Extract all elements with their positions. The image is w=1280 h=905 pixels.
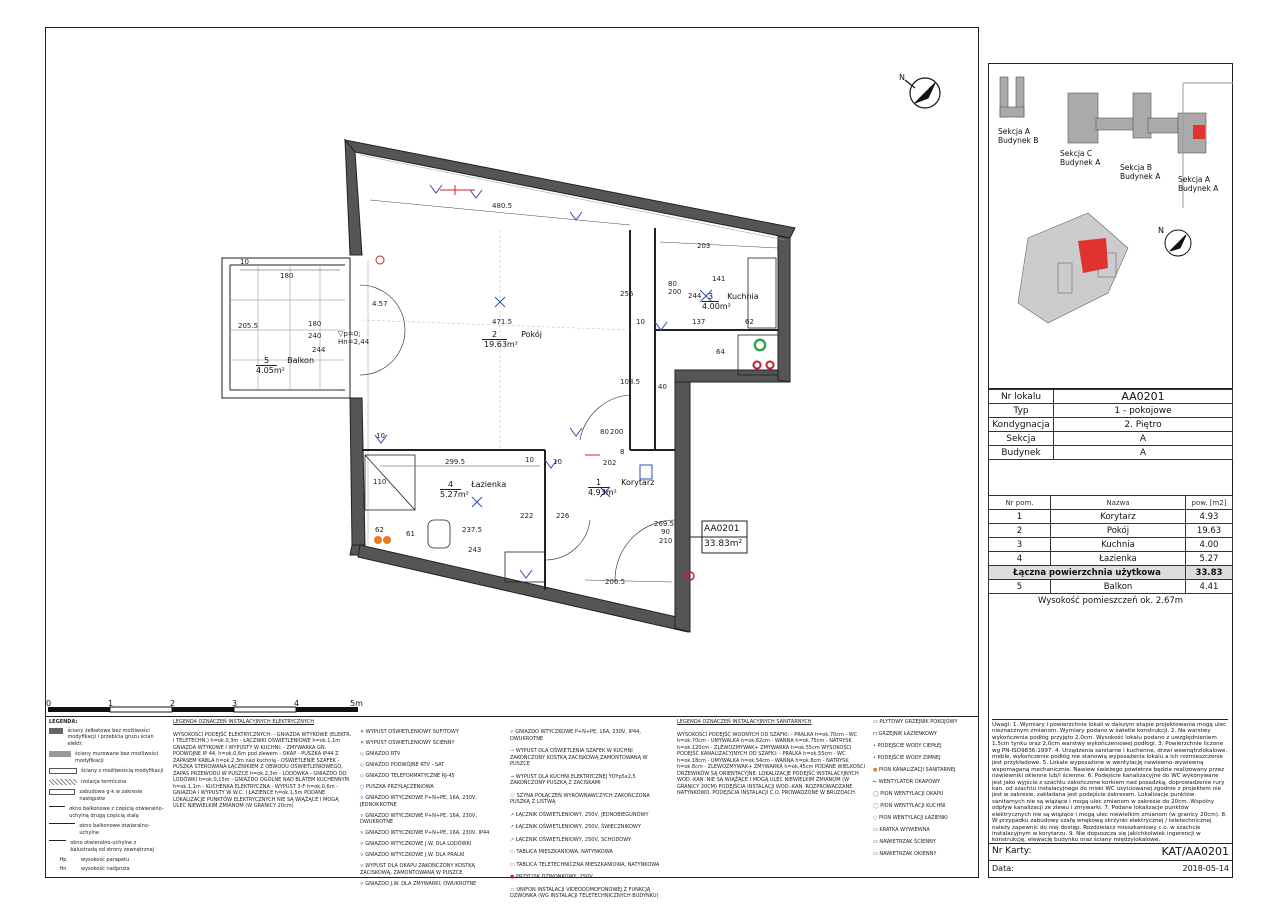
svg-text:N: N — [899, 73, 905, 82]
balcony-row: 5 Balkon 4.41 — [989, 580, 1233, 594]
room-label-balkon: 5 Balkon 4.05m² — [256, 356, 315, 375]
dim-label: 62 — [375, 526, 384, 534]
dim-label: 202 — [603, 459, 617, 467]
dim-label: 480.5 — [492, 202, 513, 210]
thumb-label: Sekcja C Budynek A — [1060, 149, 1101, 167]
dim-label: 137 — [692, 318, 706, 326]
info-row: Budynek A — [989, 446, 1233, 460]
sanitary-legend: LEGENDA OZNACZEŃ INSTALACYJNYCH SANITARNYCH WYSOKOŚCI PODEJŚĆ WODNYCH OD SZAFKI: - PRALKA h=ok.70cm - WC h=ok.70cm - UMYWALKA h=ok.62cm - WANNA h=ok.75cm - NATRYSK h=ok.120cm - ZLEWOZMYWAK+ ZMYWARKA h=ok.55cm WYSOKOŚCI PODEJŚĆ KANALIZACYJNYCH OD SZAFKI: - PRALKA h=ok.55cm - WC h=ok.18cm - UMYWALKA h=ok.54cm - WANNA h=ok.8cm - NATRYSK h=ok.8cm - ZLEWOZMYWAK+ ZMYWARKA h=ok.45cm PODANE WIELKOŚCI DRZEWIKÓW SĄ ORIENTACYJNE. LOKALIZACJE PODEJŚĆ INSTALACYJNYCH WOD.-KAN. NIE SĄ WIĄŻĄCE I MOGĄ ULEC NIEWIELKIM ZMIANOM (W GRANICY 20CM) PODEJŚCIA INSTALACJI WOD.-KAN. ROZPROWADZANE NATYNKOWO. PODEJŚCIA INSTALACJI C.O. PROWADZONE W BRUZDACH. — [677, 719, 865, 796]
info-row: Typ 1 - pokojowe — [989, 404, 1233, 418]
dim-label: 237.5 — [462, 526, 483, 534]
site-map — [988, 63, 1233, 388]
dim-label: 471.5 — [492, 318, 513, 326]
dim-label: 10 — [525, 456, 534, 464]
card-label: Nr Karty: — [992, 846, 1032, 856]
scale-label: 4 — [294, 699, 300, 708]
info-row: Kondygnacja 2. Piętro — [989, 418, 1233, 432]
room-row: 4 Łazienka 5.27 — [989, 552, 1233, 566]
electrical-symbols-a: ✕ WYPUST OŚWIETLENIOWY SUFITOWY ✕ WYPUST OŚWIETLENIOWY ŚCIENNY ◇ GNIAZDO RTV ◇ GNIAZDO PODWÓJNE RTV - SAT ◇ GNIAZDO TELEFORMATYCZNE RJ-45 ○ PUSZKA PRZYŁĄCZENIOWA ⋎ GNIAZDO WTYCZKOWE P+N+PE, 16A, 230V, JEDNOKROTNE ⋎ GNIAZDO WTYCZKOWE P+N+PE, 16A, 230V, DWUKROTNE ⋎ GNIAZDO WTYCZKOWE P+N+PE, 16A, 230V, IP44 ⋎ GNIAZDO WTYCZKOWE J.W. DLA LODÓWKI ⋎ GNIAZDO WTYCZKOWE J.W. DLA PRALKI ⋎ WYPUST DLA OKAPU ZAKOŃCZONY KOSTKĄ ZACISKOWĄ, ZAMONTOWANĄ W PUSZCE ⋎ GNIAZDO J.W. DLA ZMYWARKI, DWUKROTNE — [360, 729, 490, 887]
dim-label: 62 — [745, 318, 754, 326]
dim-label: 10 — [376, 432, 385, 440]
scale-label: 3 — [232, 699, 238, 708]
site-thumbnail — [988, 63, 1233, 389]
dim-label: 8 — [620, 448, 625, 456]
info-row: Sekcja A — [989, 432, 1233, 446]
thumb-label: Sekcja A Budynek A — [1178, 175, 1219, 193]
dim-label: 243 — [468, 546, 482, 554]
dim-label: 240 — [308, 332, 322, 340]
dim-label: 40 — [658, 383, 667, 391]
rooms-header: Nr pom. Nazwa pow. [m2] — [989, 496, 1233, 510]
compass-icon — [905, 78, 940, 108]
dim-label: 180 — [280, 272, 294, 280]
dim-label: 10 — [240, 258, 249, 266]
dim-label: 80 — [668, 280, 677, 288]
dim-label: 10 — [553, 458, 562, 466]
electrical-symbols-b: ⋎ GNIAZDO WTYCZKOWE P+N+PE, 16A, 230V, IP44, DWUKROTNE ⊸ WYPUST DLA OŚWIETLENIA SZAFEK W KUCHNI ZAKOŃCZONY KOSTKĄ ZACISKOWĄ ZAMONTOWANĄ W PUSZCE ⊸ WYPUST DLA KUCHNI ELEKTRYCZNEJ YDYp5x2,5 ZAKOŃCZONY PUSZKĄ Z ZACISKAMI ⓒ SZYNA POŁĄCZEŃ WYRÓWNAWCZYCH ZAKOŃCZONA PUSZKĄ Z LISTWĄ ↗ ŁĄCZNIK OŚWIETLENIOWY, 250V, JEDNOBIEGUNOWY ↗ ŁĄCZNIK OŚWIETLENIOWY, 250V, ŚWIECZNIKOWY ↗ ŁĄCZNIK OŚWIETLENIOWY, 250V, SCHODOWY ▭ TABLICA MIESZKANIOWA, NATYNKOWA ▭ TABLICA TELETECHNICZNA MIESZKANIOWA, NATYNKOWA ● PRZYCISK DZWONKOWY, 250V ▭ UNIFON INSTALACJI VIDEODOMOFONOWEJ Z FUNKCJĄ DZWONKA (WG INSTALACJI TELETECHNICZNYCH BUDYNKU) — [510, 729, 660, 899]
dim-label: 64 — [716, 348, 725, 356]
card-value: KAT/AA0201 — [1161, 845, 1229, 858]
legend-strip — [45, 716, 979, 899]
dim-label: 141 — [712, 275, 726, 283]
dim-label: 244 — [688, 292, 702, 300]
dim-label: 10 — [636, 318, 645, 326]
unit-info-table — [988, 389, 1233, 460]
unit-tag: AA0201 33.83m² — [704, 524, 743, 549]
room-label-korytarz: 1 Korytarz 4.93m² — [588, 478, 655, 497]
dim-label: 200 — [668, 288, 682, 296]
dim-label: 80 — [600, 428, 609, 436]
room-label-kuchnia: 3 Kuchnia 4.00m² — [702, 292, 759, 311]
rooms-table — [988, 495, 1233, 607]
dim-label: 226 — [556, 512, 570, 520]
room-row: 3 Kuchnia 4.00 — [989, 538, 1233, 552]
wall-legend: LEGENDA: ściany żelbetowe bez możliwości modyfikacji i przebicia gruzu ścian elektr. ściany murowane bez możliwości modyfikacji ściany z możliwością modyfikacji izolacja termiczna zabudowa g-k w zakresie następstw okno balkonowe z częścią otwieralno-uchylną drugą częścią stałą okno balkonowe otwieralno-uchylne okno otwieralno-uchylne z balustradą od strony zewnętrznej Hp wysokość parapetu Hn wysokość nadproża — [49, 719, 164, 872]
dim-label: ▽p=0; Hn=2,44 — [338, 330, 370, 346]
dim-label: 180 — [308, 320, 322, 328]
date-value: 2018-05-14 — [1182, 864, 1229, 873]
room-row: 2 Pokój 19.63 — [989, 524, 1233, 538]
thumb-label: Sekcja A Budynek B — [998, 127, 1039, 145]
room-row: 1 Korytarz 4.93 — [989, 510, 1233, 524]
scale-label: 2 — [170, 699, 176, 708]
dim-label: 200 — [610, 428, 624, 436]
total-area-row: Łączna powierzchnia użytkowa 33.83 — [989, 566, 1233, 580]
dim-label: 110 — [373, 478, 387, 486]
svg-text:N: N — [1158, 226, 1164, 235]
dim-label: 244 — [312, 346, 326, 354]
date-label: Data: — [992, 864, 1014, 873]
dim-label: 108.5 — [620, 378, 641, 386]
floor-plan — [45, 27, 979, 717]
room-label-pokoj: 2 Pokój 19.63m² — [484, 330, 542, 349]
scale-label: 0 — [46, 699, 52, 708]
scale-label: 5m — [350, 699, 363, 708]
scale-label: 1 — [108, 699, 114, 708]
info-panel — [988, 63, 1233, 878]
dim-label: 269.5 — [654, 520, 675, 528]
thumb-label: Sekcja B Budynek A — [1120, 163, 1161, 181]
dim-label: 203 — [697, 242, 711, 250]
electrical-legend: LEGENDA OZNACZEŃ INSTALACYJNYCH ELEKTRYCZNYCH WYSOKOŚCI PODEJŚĆ ELEKTRYCZNYCH: - GNIAZDA WTYKOWE (ELEKTR. I TELETECHN.) h=ok.0,3m - ŁĄCZNIKI OŚWIETLENIOWE h=ok.1,1m GNIAZDA WTYKOWE I WYPUSTY W KUCHNI: - ZMYWARKA GN. PODWÓJNE IP 44, h=ok.0,6m pod zlewem - OKAP - PUSZKA IP44 Z ZAPASEM KABLA h=ok.2,3m nad kuchnią - OŚWIETLENIE SZAFEK - PUSZKA STEROWANA ŁĄCZNIKIEM Z OBWODU OŚWIETLENIOWEGO, ZAPAS PRZEWODU W PUSZCE h=ok.2,3m - LODÓWKA - GNIAZDO DO LODÓWKI h=ok.0,15m - GNIAZDO OGÓLNE NAD BLATEM KUCHENNYM h=ok.1,1m - KUCHENKA ELEKTRYCZNA - WYPUST 3-F h=ok.0,6m - GNIAZDA I WYPUSTY W W.C. I ŁAZIENCE h=ok.1,5m PODANE LOKALIZACJE PUNKTÓW ELEKTRYCZNYCH NIE SĄ WIĄŻĄCE I MOGĄ ULEC NIEWIELKIM ZMIANOM (W GRANICY 20cm) — [173, 719, 352, 809]
dim-label: 299.5 — [445, 458, 466, 466]
info-row: Nr lokalu AA0201 — [989, 390, 1233, 404]
dim-label: 205.5 — [238, 322, 259, 330]
dim-label: 256 — [620, 290, 634, 298]
room-label-lazienka: 4 Łazienka 5.27m² — [440, 480, 507, 499]
dim-label: 61 — [406, 530, 415, 538]
dim-label: 4.57 — [372, 300, 388, 308]
notes: Uwagi: 1. Wymiary i powierzchnie lokali w dalszym etapie projektowania mogą ulec nieznacznym zmianom. Wymiary podano w świetle konstrukcji. 2. Na warstwy wykończenia podłóg przyjęto 2,0cm. Wysokość lokalu podano z uwzględnieniem 1,5cm tynku oraz 2,0cm warstwy wykończeniowej podłogi. 3. Powierzchnie liczone wg PN-ISO9836:1997. 4. Urządzenia sanitarne i kuchenne, drzwi wewnątrzlokalowe, meble, wykończenie podłóg nie stanowią wyposażenia lokalu a ich rozmieszczenie jest przykładowe. 5. Lokale wyposażone w wentylację nawiewno-wywiewną wspomaganą mechanicznie. Nawiew świeżego powietrza będzie realizowany przez nawiewniki okienne lub/i ścienne. 6. Podejście kanalizacyjne do WC wykonywane jest jako wyjście z szachtu zakończone korkiem nad posadzką, doprowadzenie rury kan. od szachtu instalacyjnego do miski WC usytuowanej zgodnie z projektem nie jest w zakresie, zakładana jest podejście zakresem. Lokalizacje punktów sanitarnych nie są wiążące i mogą ulec zmianom w zakresie do 20cm. Wspólny odpływ kanalizacji ze zlewu i zmywarki. 7. Podane lokalizacje punktów elektrycznych nie są wiążące i mogą ulec niewielkim zmianom (w granicy 20cm). 8. W przypadku zabudowy szafą wnękową skrzynki elektrycznej / teletechnicznej należy zapewnić do niej dostęp. Rozdzielacz mieszkaniowy c.o. w szachcie instalacyjnym w korytarzu. 9. Nie dopuszcza się jakichkolwiek ingerencji w konstrukcję, elewację budynku oraz ściany międzylokalowe. — [992, 719, 1228, 844]
height-row: Wysokość pomieszczeń ok. 2.67m — [1037, 595, 1184, 606]
dim-label: 222 — [520, 512, 534, 520]
dim-label: 90 — [661, 528, 670, 536]
dim-label: 206.5 — [605, 578, 626, 586]
card-row — [988, 843, 1233, 861]
sanitary-symbols: ▭ PŁYTOWY GRZEJNIK POKOJOWY ⊓ GRZEJNIK ŁAZIENKOWY • PODEJŚCIE WODY CIEPŁEJ • PODEJŚCIE WODY ZIMNEJ ● PION KANALIZACJI SANITARNEJ ← WENTYLATOR OKAPOWY ◯ PION WENTYLACJI OKAPU ◯ PION WENTYLACJI KUCHNI ○ PION WENTYLACJI ŁAZIENKI ▭ KRATKA WYWIEWNA ▭ NAWIETRZAK ŚCIENNY ▭ NAWIETRZAK OKIENNY — [873, 719, 958, 857]
date-row — [988, 860, 1233, 877]
dim-label: 210 — [659, 537, 673, 545]
